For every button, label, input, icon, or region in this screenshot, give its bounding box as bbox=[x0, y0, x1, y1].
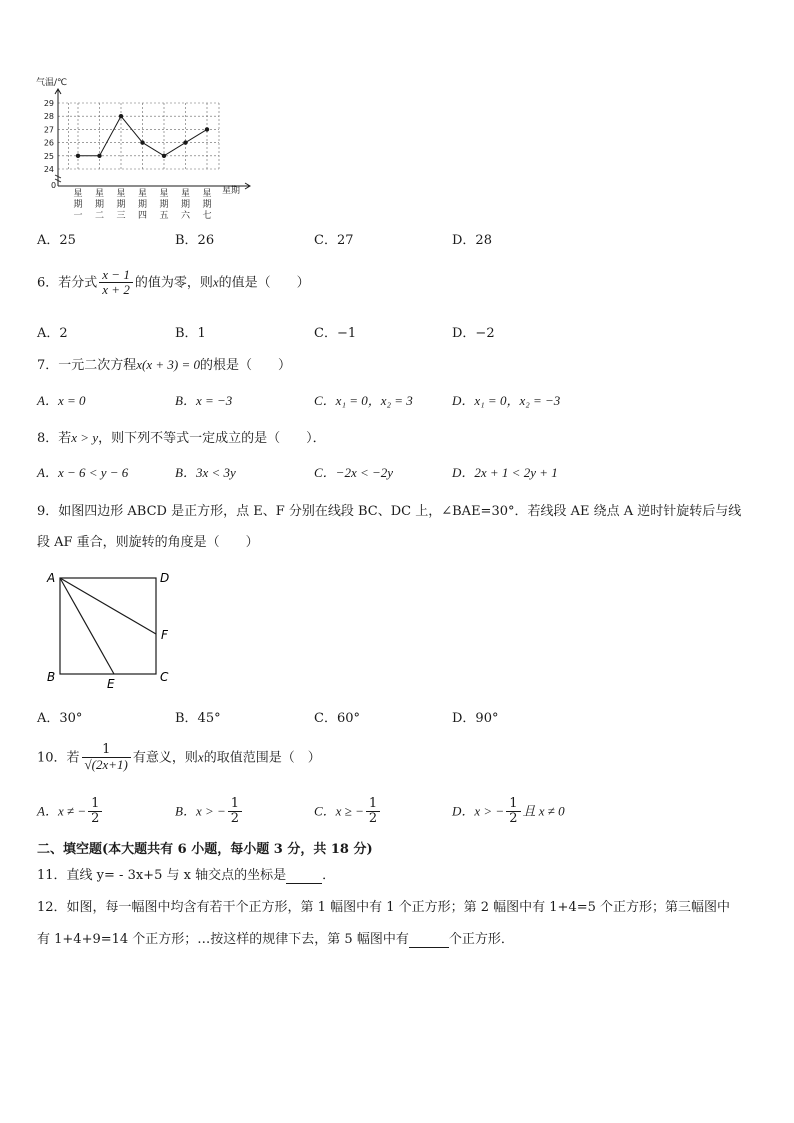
chart-x-tick-label: 一 bbox=[73, 211, 83, 221]
q6-option-a[interactable]: A．2 bbox=[37, 326, 68, 341]
q6-fraction bbox=[99, 268, 133, 298]
square-abcd-figure bbox=[40, 568, 180, 692]
q8-option-d[interactable]: D．2x + 1 < 2y + 1 bbox=[452, 465, 558, 480]
q7-option-c[interactable]: C．x₁ = 0，x₂ = 3 bbox=[314, 393, 413, 408]
q10-option-d-fraction bbox=[506, 797, 520, 827]
q9-option-c[interactable]: C．60° bbox=[314, 711, 360, 726]
chart-x-tick-label: 星 bbox=[116, 189, 126, 199]
chart-x-tick-label: 星 bbox=[73, 189, 83, 199]
q8-option-b[interactable]: B．3x < 3y bbox=[175, 465, 236, 480]
chart-x-tick-label: 三 bbox=[116, 211, 126, 221]
point-c-label: C bbox=[160, 670, 169, 684]
q6-suffix-a: 的值为零，则 bbox=[134, 275, 213, 291]
q10-option-d-num: 1 bbox=[506, 797, 520, 812]
q12-line-1: 12．如图，每一幅图中均含有若干个正方形，第 1 幅图中有 1 个正方形；第 2 幅图中有 1+4=5 个正方形；第三幅图中 bbox=[37, 900, 731, 915]
q10-suffix-a: 有意义，则 bbox=[132, 750, 198, 766]
q10-option-c-fraction bbox=[366, 797, 380, 827]
q6-prefix: 6．若分式 bbox=[37, 275, 98, 291]
chart-x-tick-label: 星 bbox=[202, 189, 212, 199]
q10-option-c-num: 1 bbox=[366, 797, 380, 812]
q10-option-b-text: B．x > − bbox=[175, 803, 226, 819]
chart-x-tick-label: 期 bbox=[180, 200, 191, 210]
q8-option-c[interactable]: C．−2x < −2y bbox=[314, 465, 394, 480]
q10-option-c-text: C．x ≥ − bbox=[314, 803, 364, 819]
q9-line-1: 9．如图四边形 ABCD 是正方形，点 E、F 分别在线段 BC、DC 上，∠BAE=30°．若线段 AE 绕点 A 逆时针旋转后与线 bbox=[37, 504, 742, 519]
q11-answer-blank[interactable] bbox=[286, 868, 322, 884]
q9-line-2: 段 AF 重合，则旋转的角度是（ ） bbox=[37, 535, 259, 550]
q10-numerator: 1 bbox=[82, 743, 131, 758]
chart-x-tick-label: 七 bbox=[202, 211, 212, 221]
q7-prefix: 7．一元二次方程 bbox=[37, 358, 137, 373]
q6-option-b[interactable]: B．1 bbox=[175, 326, 206, 341]
q5-option-b[interactable]: B．26 bbox=[175, 233, 215, 248]
q10-prefix: 10．若 bbox=[37, 750, 80, 766]
point-e-label: E bbox=[107, 677, 115, 691]
chart-x-tick-label: 星 bbox=[137, 189, 148, 199]
section-2-title: 二、填空题(本大题共有 6 小题，每小题 3 分，共 18 分) bbox=[37, 842, 373, 857]
q8-condition: x > y bbox=[71, 430, 99, 445]
q6-numerator: x − 1 bbox=[99, 268, 133, 283]
chart-x-tick-label: 期 bbox=[202, 200, 212, 210]
q12-line-2 bbox=[37, 928, 514, 948]
chart-xlabel: 星期 bbox=[222, 186, 241, 196]
q6-denominator: x + 2 bbox=[102, 282, 130, 298]
chart-origin-label: 0 bbox=[51, 181, 57, 190]
chart-x-tick-label: 期 bbox=[159, 200, 169, 210]
q5-option-c[interactable]: C．27 bbox=[314, 233, 354, 248]
q10-option-b-fraction bbox=[228, 797, 242, 827]
segment-af bbox=[60, 578, 156, 634]
chart-y-tick-label: 24 bbox=[43, 165, 54, 174]
chart-x-tick-label: 期 bbox=[94, 200, 105, 210]
q9-option-d[interactable]: D．90° bbox=[452, 711, 499, 726]
point-d-label: D bbox=[160, 571, 170, 585]
chart-data-point bbox=[183, 140, 187, 144]
q7-option-d[interactable]: D．x₁ = 0，x₂ = −3 bbox=[452, 393, 561, 408]
chart-y-tick-label: 28 bbox=[43, 112, 54, 122]
chart-data-point bbox=[140, 140, 144, 144]
point-a-label: A bbox=[47, 571, 56, 585]
q5-option-d[interactable]: D．28 bbox=[452, 233, 492, 248]
q10-option-b[interactable] bbox=[175, 797, 244, 827]
q10-denominator: √(2x+1) bbox=[84, 757, 128, 773]
q10-option-c[interactable] bbox=[314, 797, 382, 827]
question-11 bbox=[37, 864, 335, 884]
q8-suffix: ，则下列不等式一定成立的是（ ）． bbox=[98, 431, 326, 446]
q10-suffix-b: 的取值范围是（ ） bbox=[203, 750, 321, 766]
chart-data-point bbox=[119, 114, 123, 118]
q10-option-a-fraction bbox=[88, 797, 102, 827]
q7-suffix: 的根是（ ） bbox=[200, 358, 292, 373]
chart-y-tick-label: 29 bbox=[43, 99, 54, 108]
chart-x-tick-label: 四 bbox=[137, 211, 148, 221]
segment-ae bbox=[60, 578, 114, 674]
q9-option-b[interactable]: B．45° bbox=[175, 711, 221, 726]
q6-option-c[interactable]: C．−1 bbox=[314, 326, 357, 341]
question-10 bbox=[37, 743, 321, 773]
q10-option-a-den: 2 bbox=[91, 811, 100, 827]
chart-x-tick-label: 二 bbox=[94, 211, 105, 221]
q12-answer-blank[interactable] bbox=[409, 932, 449, 948]
q7-option-b[interactable]: B．x = −3 bbox=[175, 393, 233, 408]
q6-suffix-b: 的值是（ ） bbox=[218, 275, 310, 291]
chart-x-tick-label: 期 bbox=[73, 200, 83, 210]
temperature-line-chart bbox=[30, 70, 260, 222]
q10-variable: x bbox=[197, 749, 204, 765]
chart-x-tick-label: 五 bbox=[159, 211, 169, 221]
q10-option-c-den: 2 bbox=[368, 811, 378, 827]
q5-option-a[interactable]: A．25 bbox=[37, 233, 76, 248]
q11-prefix: 11．直线 y= - 3x+5 与 x 轴交点的坐标是 bbox=[37, 868, 287, 883]
q12-line-2-suffix: 个正方形． bbox=[448, 932, 514, 947]
question-8 bbox=[37, 427, 326, 446]
q10-option-d-tail: 且 x ≠ 0 bbox=[522, 803, 565, 819]
q12-line-2-prefix: 有 1+4+9=14 个正方形；…按这样的规律下去，第 5 幅图中有 bbox=[37, 932, 409, 947]
chart-y-tick-label: 27 bbox=[43, 125, 54, 135]
q10-option-a[interactable] bbox=[37, 797, 104, 827]
q6-variable: x bbox=[212, 274, 219, 290]
chart-y-tick-label: 25 bbox=[43, 151, 54, 161]
chart-x-tick-label: 星 bbox=[180, 189, 191, 199]
chart-x-tick-label: 六 bbox=[180, 211, 191, 221]
chart-data-point bbox=[76, 154, 80, 158]
q10-option-a-text: A．x ≠ − bbox=[37, 803, 87, 819]
chart-y-tick-label: 26 bbox=[43, 138, 54, 148]
q10-fraction bbox=[82, 743, 131, 773]
chart-data-point bbox=[162, 154, 166, 158]
q8-option-a[interactable]: A．x − 6 < y − 6 bbox=[37, 465, 129, 480]
q7-option-a[interactable]: A．x = 0 bbox=[37, 393, 86, 408]
point-f-label: F bbox=[161, 628, 168, 642]
chart-x-tick-label: 星 bbox=[159, 189, 169, 199]
q10-option-d[interactable] bbox=[452, 797, 565, 827]
chart-x-tick-label: 星 bbox=[94, 189, 105, 199]
question-6 bbox=[37, 268, 310, 298]
q10-option-b-num: 1 bbox=[228, 797, 242, 812]
q10-option-d-den: 2 bbox=[509, 811, 518, 827]
chart-x-tick-label: 期 bbox=[116, 200, 126, 210]
q10-option-d-text: D．x > − bbox=[452, 803, 505, 819]
q6-option-d[interactable]: D．−2 bbox=[452, 326, 495, 341]
q8-prefix: 8．若 bbox=[37, 431, 72, 446]
chart-ylabel: 气温/℃ bbox=[36, 78, 68, 88]
question-7 bbox=[37, 354, 291, 373]
q9-option-a[interactable]: A．30° bbox=[37, 711, 83, 726]
chart-x-tick-label: 期 bbox=[137, 200, 148, 210]
q10-option-b-den: 2 bbox=[230, 811, 240, 827]
q7-equation: x(x + 3) = 0 bbox=[136, 357, 201, 372]
point-b-label: B bbox=[47, 670, 56, 684]
chart-data-point bbox=[205, 127, 209, 131]
q11-suffix: ． bbox=[322, 868, 336, 883]
q10-option-a-num: 1 bbox=[88, 797, 102, 812]
chart-data-point bbox=[97, 154, 101, 158]
